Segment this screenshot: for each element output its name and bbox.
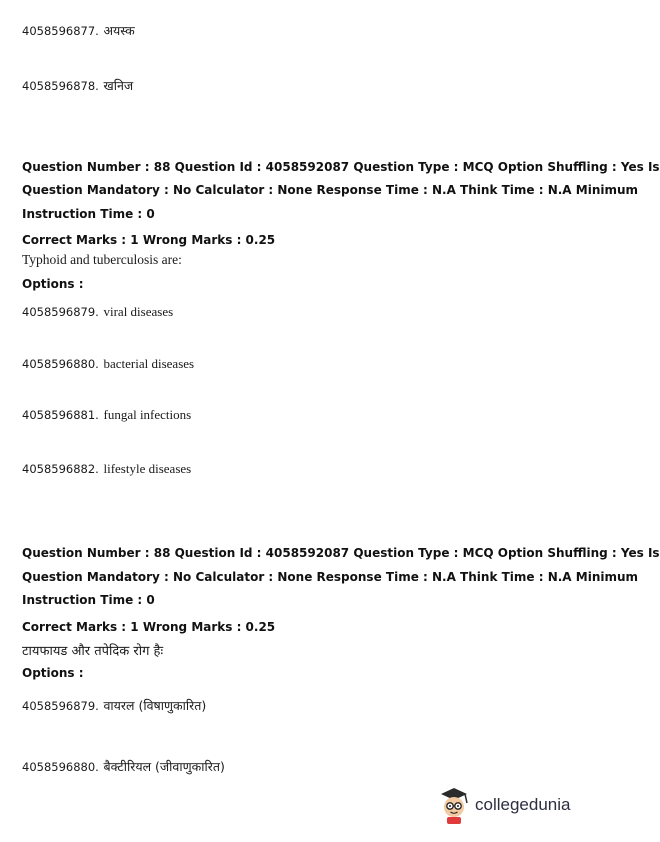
option-text: fungal infections bbox=[103, 407, 192, 422]
option-id: 4058596880. bbox=[22, 760, 99, 774]
logo-text: collegedunia bbox=[475, 795, 571, 814]
option-row bbox=[22, 697, 206, 714]
graduate-mascot-icon bbox=[437, 785, 471, 825]
option-text: बैक्टीरियल (जीवाणुकारित) bbox=[103, 759, 225, 774]
option-row bbox=[22, 304, 173, 320]
options-label: Options : bbox=[22, 277, 84, 291]
question-marks: Correct Marks : 1 Wrong Marks : 0.25 bbox=[22, 620, 276, 634]
question-text: Typhoid and tuberculosis are: bbox=[22, 252, 182, 267]
option-id: 4058596878. bbox=[22, 79, 99, 93]
option-row bbox=[22, 77, 133, 94]
option-id: 4058596877. bbox=[22, 24, 99, 38]
option-text: वायरल (विषाणुकारित) bbox=[103, 698, 207, 713]
option-row bbox=[22, 461, 191, 477]
option-text: lifestyle diseases bbox=[103, 461, 192, 476]
option-text: bacterial diseases bbox=[103, 356, 195, 371]
option-id: 4058596879. bbox=[22, 699, 99, 713]
question-header-line: Instruction Time : 0 bbox=[22, 593, 155, 607]
question-header-line: Question Number : 88 Question Id : 4058592087 Question Type : MCQ Option Shuffling : Yes Is bbox=[22, 160, 660, 174]
option-id: 4058596881. bbox=[22, 408, 99, 422]
question-header-line: Question Mandatory : No Calculator : None Response Time : N.A Think Time : N.A Minimum bbox=[22, 570, 639, 584]
options-label: Options : bbox=[22, 666, 84, 680]
option-row bbox=[22, 407, 191, 423]
question-marks: Correct Marks : 1 Wrong Marks : 0.25 bbox=[22, 233, 276, 247]
question-header-line: Question Mandatory : No Calculator : None Response Time : N.A Think Time : N.A Minimum bbox=[22, 183, 639, 197]
option-row bbox=[22, 356, 194, 372]
option-id: 4058596879. bbox=[22, 305, 99, 319]
question-header-line: Question Number : 88 Question Id : 4058592087 Question Type : MCQ Option Shuffling : Yes Is bbox=[22, 546, 660, 560]
question-text: टायफायड और तपेदिक रोग हैः bbox=[22, 644, 164, 659]
option-row bbox=[22, 758, 225, 775]
option-row bbox=[22, 22, 135, 39]
option-text: खनिज bbox=[103, 78, 134, 93]
option-text: अयस्क bbox=[103, 23, 135, 38]
collegedunia-logo bbox=[437, 785, 570, 825]
question-header-line: Instruction Time : 0 bbox=[22, 207, 155, 221]
option-id: 4058596882. bbox=[22, 462, 99, 476]
option-text: viral diseases bbox=[103, 304, 174, 319]
option-id: 4058596880. bbox=[22, 357, 99, 371]
